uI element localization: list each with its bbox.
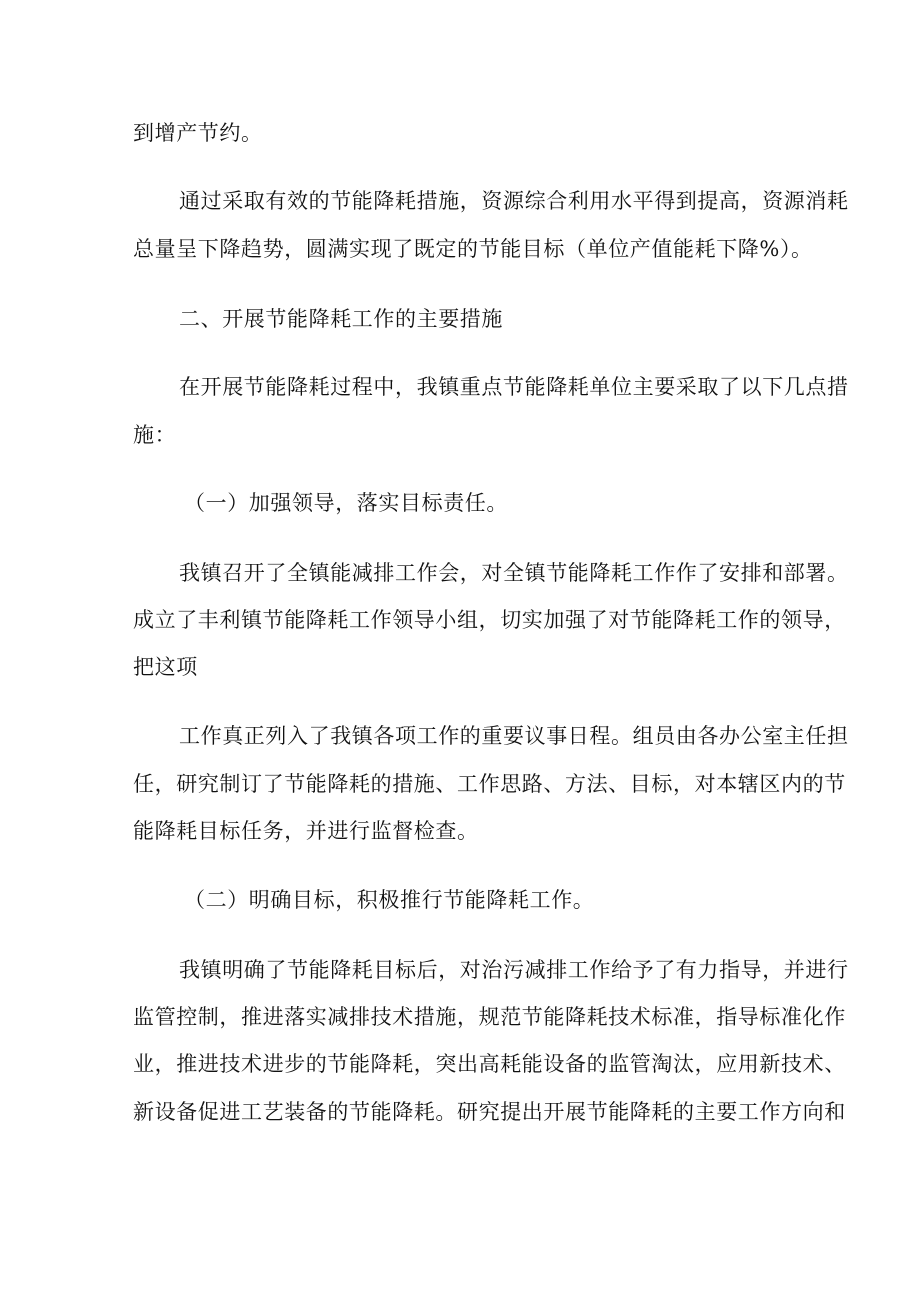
text-line: 把这项 <box>133 655 198 679</box>
text-line: 总量呈下降趋势，圆满实现了既定的节能目标（单位产值能耗下降%）。 <box>133 237 813 261</box>
text-line: 我镇明确了节能降耗目标后，对治污减排工作给予了有力指导，并进行 <box>179 958 849 982</box>
section-heading: 二、开展节能降耗工作的主要措施 <box>179 307 503 331</box>
text-line: 能降耗目标任务，并进行监督检查。 <box>133 819 479 843</box>
text-line: 工作真正列入了我镇各项工作的重要议事日程。组员由各办公室主任担 <box>179 724 849 748</box>
text-line: 任，研究制订了节能降耗的措施、工作思路、方法、目标，对本辖区内的节 <box>133 772 846 796</box>
text-line: 通过采取有效的节能降耗措施，资源综合利用水平得到提高，资源消耗 <box>179 189 849 213</box>
text-line: 到增产节约。 <box>133 121 263 145</box>
subsection-heading: （一）加强领导，落实目标责任。 <box>184 491 508 515</box>
text-line: 我镇召开了全镇能减排工作会，对全镇节能降耗工作作了安排和部署。 <box>179 561 849 585</box>
text-line: 监管控制，推进落实减排技术措施，规范节能降耗技术标准，指导标准化作 <box>133 1005 846 1029</box>
text-line: 在开展节能降耗过程中，我镇重点节能降耗单位主要采取了以下几点措 <box>179 375 849 399</box>
text-line: 施： <box>133 423 177 447</box>
subsection-heading: （二）明确目标，积极推行节能降耗工作。 <box>184 888 595 912</box>
text-line: 新设备促进工艺装备的节能降耗。研究提出开展节能降耗的主要工作方向和 <box>133 1100 846 1124</box>
text-line: 成立了丰利镇节能降耗工作领导小组，切实加强了对节能降耗工作的领导， <box>133 608 846 632</box>
text-line: 业，推进技术进步的节能降耗，突出高耗能设备的监管淘汰，应用新技术、 <box>133 1052 846 1076</box>
